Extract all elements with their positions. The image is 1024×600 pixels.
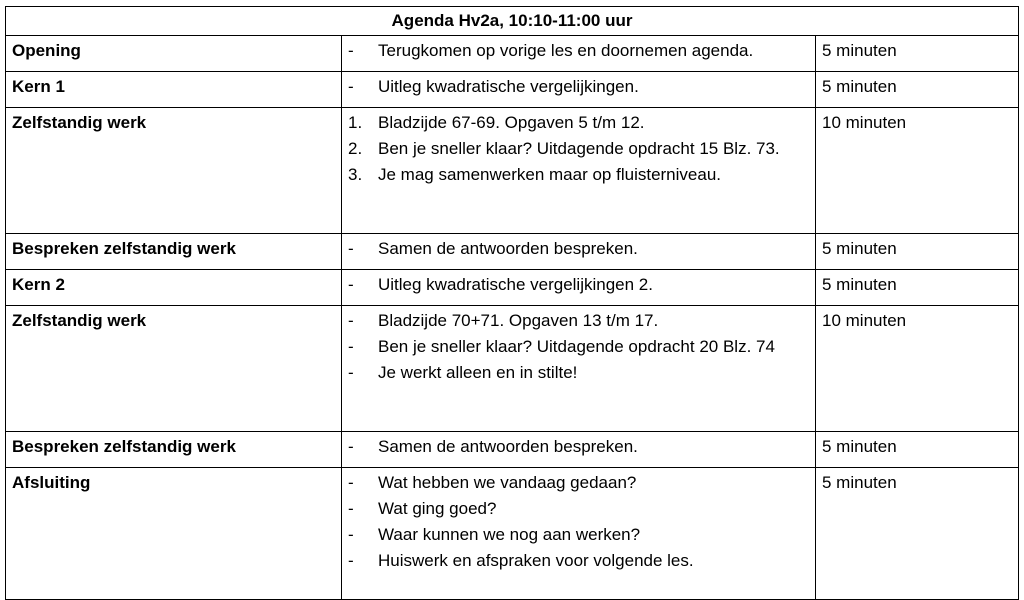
duration-cell: 5 minuten bbox=[816, 72, 1019, 108]
activity-cell bbox=[342, 234, 816, 270]
activity-cell bbox=[342, 432, 816, 468]
list-marker: - bbox=[348, 473, 354, 492]
list-marker: - bbox=[348, 551, 354, 570]
list-marker: - bbox=[348, 275, 354, 294]
list-item-text: Bladzijde 70+71. Opgaven 13 t/m 17. bbox=[378, 311, 659, 330]
phase-cell: Kern 2 bbox=[6, 270, 342, 306]
list-item-text: Huiswerk en afspraken voor volgende les. bbox=[378, 551, 694, 570]
list-item-text: Uitleg kwadratische vergelijkingen 2. bbox=[378, 275, 653, 294]
duration-cell: 10 minuten bbox=[816, 108, 1019, 234]
list-item bbox=[348, 38, 809, 64]
list-item bbox=[348, 360, 809, 386]
table-row bbox=[6, 270, 1019, 306]
list-marker: - bbox=[348, 437, 354, 456]
table-row bbox=[6, 36, 1019, 72]
phase-cell: Afsluiting bbox=[6, 468, 342, 600]
duration-cell: 5 minuten bbox=[816, 432, 1019, 468]
list-marker: 3. bbox=[348, 165, 363, 184]
list-item-text: Uitleg kwadratische vergelijkingen. bbox=[378, 77, 639, 96]
list-marker: - bbox=[348, 525, 354, 544]
list-item bbox=[348, 434, 809, 460]
list-marker: 1. bbox=[348, 113, 363, 132]
phase-cell: Bespreken zelfstandig werk bbox=[6, 234, 342, 270]
list-item-text: Ben je sneller klaar? Uitdagende opdracht 20 Blz. 74 bbox=[378, 337, 775, 356]
activity-list bbox=[348, 74, 809, 100]
list-item-text: Ben je sneller klaar? Uitdagende opdracht 15 Blz. 73. bbox=[378, 139, 780, 158]
list-item bbox=[348, 548, 809, 574]
table-row bbox=[6, 432, 1019, 468]
list-item bbox=[348, 470, 809, 496]
activity-cell bbox=[342, 108, 816, 234]
list-marker: - bbox=[348, 337, 354, 356]
list-item-text: Samen de antwoorden bespreken. bbox=[378, 239, 638, 258]
list-item bbox=[348, 522, 809, 548]
list-item bbox=[348, 272, 809, 298]
duration-cell: 5 minuten bbox=[816, 270, 1019, 306]
activity-list bbox=[348, 110, 809, 188]
list-item bbox=[348, 308, 809, 334]
activity-list bbox=[348, 470, 809, 574]
activity-list bbox=[348, 38, 809, 64]
activity-list bbox=[348, 434, 809, 460]
activity-cell bbox=[342, 468, 816, 600]
list-marker: - bbox=[348, 239, 354, 258]
activity-cell bbox=[342, 36, 816, 72]
activity-list bbox=[348, 272, 809, 298]
title-row bbox=[6, 7, 1019, 36]
activity-cell bbox=[342, 270, 816, 306]
list-marker: - bbox=[348, 363, 354, 382]
table-row bbox=[6, 108, 1019, 234]
list-item-text: Je mag samenwerken maar op fluisterniveau. bbox=[378, 165, 721, 184]
table-row bbox=[6, 72, 1019, 108]
activity-list bbox=[348, 236, 809, 262]
agenda-title: Agenda Hv2a, 10:10-11:00 uur bbox=[6, 7, 1019, 36]
activity-cell bbox=[342, 72, 816, 108]
list-item-text: Wat hebben we vandaag gedaan? bbox=[378, 473, 637, 492]
phase-cell: Zelfstandig werk bbox=[6, 306, 342, 432]
list-marker: - bbox=[348, 41, 354, 60]
list-item-text: Je werkt alleen en in stilte! bbox=[378, 363, 578, 382]
list-item-text: Samen de antwoorden bespreken. bbox=[378, 437, 638, 456]
list-item-text: Waar kunnen we nog aan werken? bbox=[378, 525, 641, 544]
list-item bbox=[348, 236, 809, 262]
duration-cell: 10 minuten bbox=[816, 306, 1019, 432]
list-item bbox=[348, 162, 809, 188]
table-row bbox=[6, 468, 1019, 600]
list-item bbox=[348, 334, 809, 360]
activity-cell bbox=[342, 306, 816, 432]
duration-cell: 5 minuten bbox=[816, 234, 1019, 270]
list-marker: 2. bbox=[348, 139, 363, 158]
table-row bbox=[6, 306, 1019, 432]
list-item bbox=[348, 496, 809, 522]
list-item bbox=[348, 136, 809, 162]
duration-cell: 5 minuten bbox=[816, 36, 1019, 72]
list-item-text: Terugkomen op vorige les en doornemen agenda. bbox=[378, 41, 754, 60]
phase-cell: Zelfstandig werk bbox=[6, 108, 342, 234]
list-item-text: Wat ging goed? bbox=[378, 499, 497, 518]
list-marker: - bbox=[348, 311, 354, 330]
table-row bbox=[6, 234, 1019, 270]
activity-list bbox=[348, 308, 809, 386]
phase-cell: Opening bbox=[6, 36, 342, 72]
duration-cell: 5 minuten bbox=[816, 468, 1019, 600]
list-marker: - bbox=[348, 77, 354, 96]
phase-cell: Kern 1 bbox=[6, 72, 342, 108]
list-marker: - bbox=[348, 499, 354, 518]
phase-cell: Bespreken zelfstandig werk bbox=[6, 432, 342, 468]
list-item bbox=[348, 74, 809, 100]
list-item-text: Bladzijde 67-69. Opgaven 5 t/m 12. bbox=[378, 113, 645, 132]
list-item bbox=[348, 110, 809, 136]
agenda-table bbox=[5, 6, 1019, 600]
